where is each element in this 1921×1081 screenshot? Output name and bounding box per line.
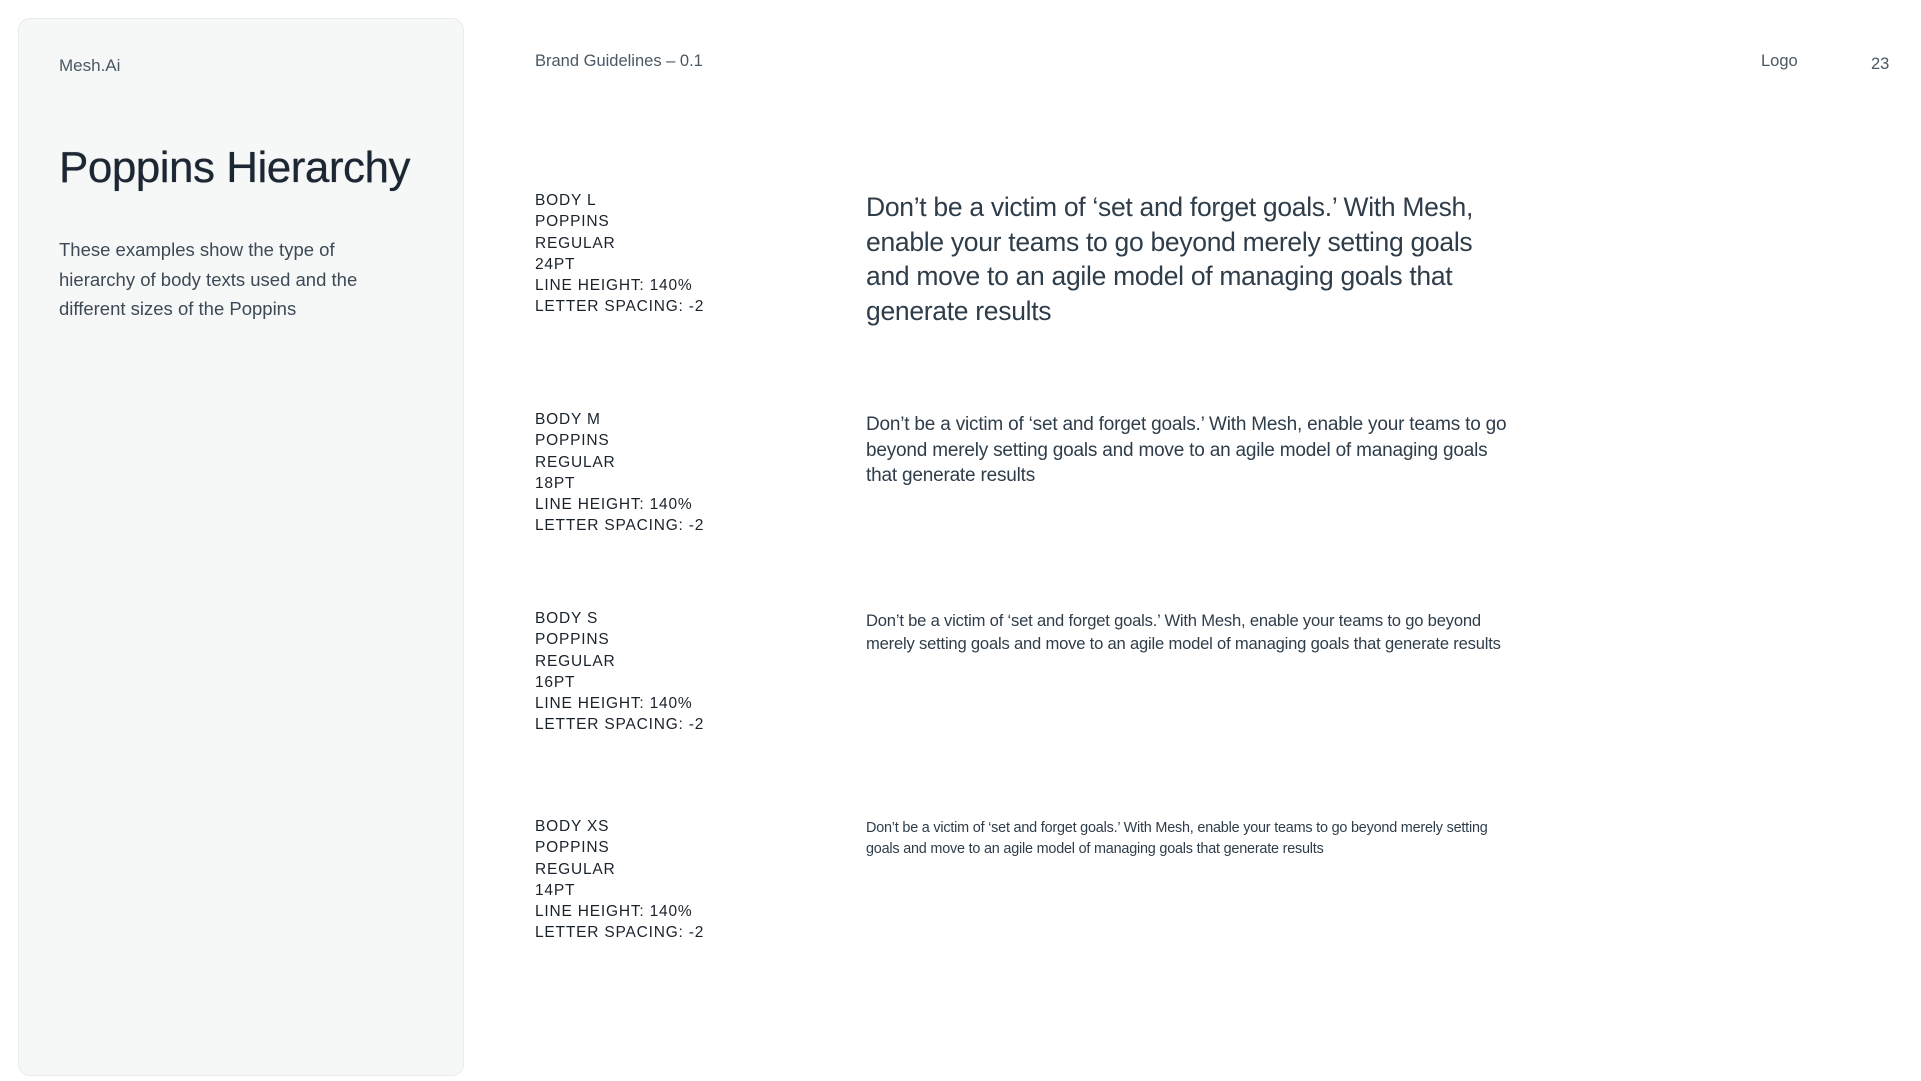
spec-font: POPPINS xyxy=(535,631,610,649)
spec-font: POPPINS xyxy=(535,432,610,450)
sample-text-body-xs: Don’t be a victim of ‘set and forget goals.’ With Mesh, enable your teams to go beyond merely setting goals and move to an agile model of managing goals that generate results xyxy=(866,820,1488,857)
section-label: Logo xyxy=(1761,52,1798,70)
spec-size: 14PT xyxy=(535,881,576,899)
document-title: Brand Guidelines – 0.1 xyxy=(535,52,703,70)
spec-style-name: BODY XS xyxy=(535,818,610,835)
sample-text-body-s: Don’t be a victim of ‘set and forget goals.’ With Mesh, enable your teams to go beyond merely setting goals and move to an agile model of managing goals that generate results xyxy=(866,611,1501,653)
spec-size: 16PT xyxy=(535,673,576,691)
spec-letter-spacing: LETTER SPACING: -2 xyxy=(535,298,705,316)
spec-weight: REGULAR xyxy=(535,860,616,878)
sample-text-body-l: Don’t be a victim of ‘set and forget goals.’ With Mesh, enable your teams to go beyond merely setting goals and move to an agile model of managing goals that generate results xyxy=(866,192,1474,326)
spec-line-height: LINE HEIGHT: 140% xyxy=(535,695,693,713)
spec-size: 18PT xyxy=(535,474,576,492)
spec-line-height: LINE HEIGHT: 140% xyxy=(535,903,693,921)
spec-style-name: BODY S xyxy=(535,610,599,627)
spec-weight: REGULAR xyxy=(535,453,616,471)
spec-weight: REGULAR xyxy=(535,652,616,670)
spec-line-height: LINE HEIGHT: 140% xyxy=(535,277,693,295)
spec-style-name: BODY L xyxy=(535,192,597,209)
spec-letter-spacing: LETTER SPACING: -2 xyxy=(535,716,705,734)
brand-name: Mesh.Ai xyxy=(59,56,121,75)
spec-line-height: LINE HEIGHT: 140% xyxy=(535,496,693,514)
spec-font: POPPINS xyxy=(535,839,610,857)
sample-text-body-m: Don’t be a victim of ‘set and forget goals.’ With Mesh, enable your teams to go beyond merely setting goals and move to an agile model of managing goals that generate results xyxy=(866,414,1507,486)
spec-font: POPPINS xyxy=(535,213,610,231)
info-panel xyxy=(18,18,464,1076)
spec-body-l xyxy=(535,190,704,318)
spec-letter-spacing: LETTER SPACING: -2 xyxy=(535,517,705,535)
spec-body-xs xyxy=(535,816,704,944)
page-number: 23 xyxy=(1871,55,1890,73)
spec-size: 24PT xyxy=(535,255,576,273)
page-description: These examples show the type of hierarchy of body texts used and the different sizes of the Poppins xyxy=(59,239,358,319)
spec-body-m xyxy=(535,409,704,537)
page-title: Poppins Hierarchy xyxy=(59,143,410,192)
spec-style-name: BODY M xyxy=(535,411,601,428)
spec-body-s xyxy=(535,608,704,736)
spec-letter-spacing: LETTER SPACING: -2 xyxy=(535,924,705,942)
spec-weight: REGULAR xyxy=(535,234,616,252)
